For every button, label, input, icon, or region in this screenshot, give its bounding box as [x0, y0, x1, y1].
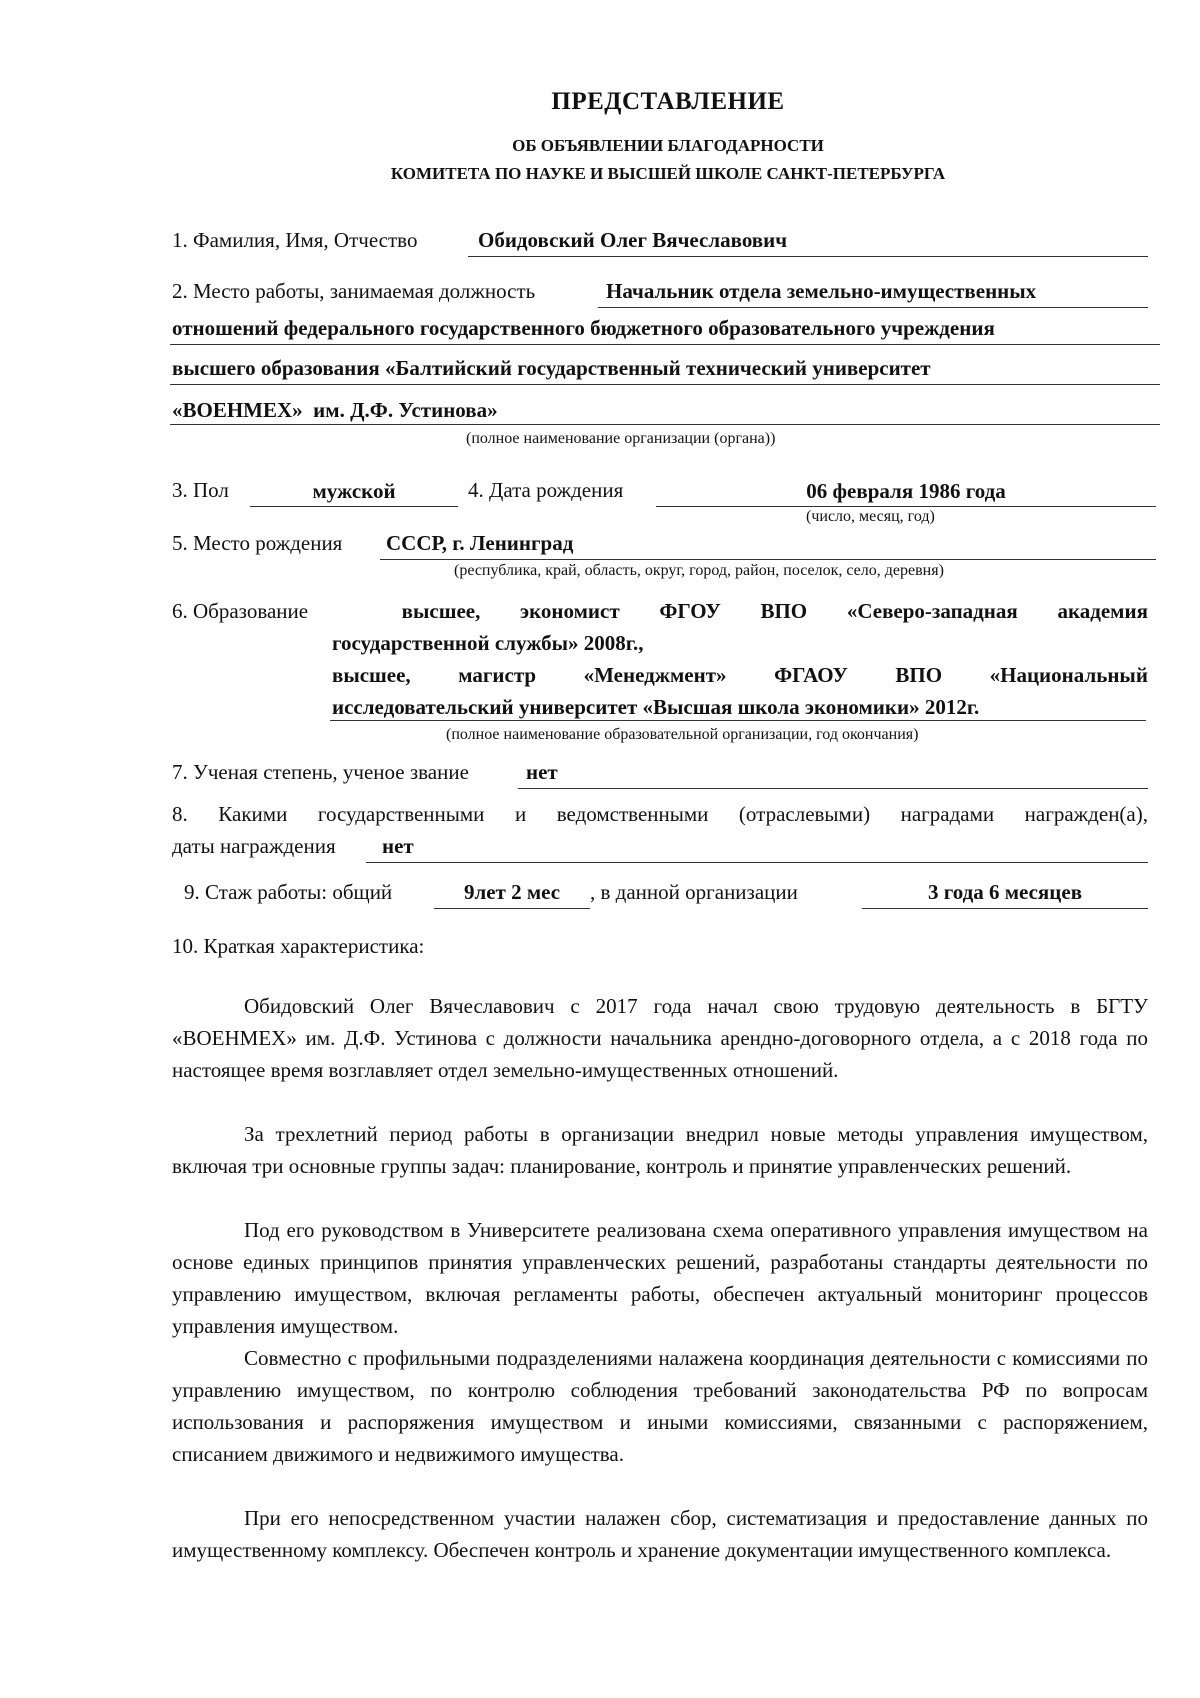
education-underline [330, 720, 1146, 721]
characteristic-paragraph-4 [172, 1342, 1148, 1470]
fio-underline [468, 256, 1148, 257]
paragraph-text: Совместно с профильными подразделениями налажена координация деятельности с комиссиями по управлению имуществом, по контролю соблюдения требований законодательства РФ по вопросам использования и распоряжения имуществом и иными комиссиями, связанными с распоряжением, списанием движимого и недвижимого имущества. [172, 1346, 1148, 1466]
fio-value: Обидовский Олег Вячеславович [478, 228, 788, 252]
paragraph-text: За трехлетний период работы в организации внедрил новые методы управления имуществом, включая три основные группы задач: планирование, контроль и принятие управленческих решений. [172, 1122, 1148, 1178]
education-line-1 [172, 595, 1148, 627]
education-block [172, 595, 1148, 723]
education-word: магистр [458, 663, 537, 687]
experience-org-value: 3 года 6 месяцев [927, 880, 1083, 904]
gender-value: мужской [312, 479, 396, 503]
summary-label: 10. Краткая характеристика: [172, 934, 425, 958]
workplace-hint: (полное наименование организации (органа)) [466, 430, 776, 447]
degree-label: 7. Ученая степень, ученое звание [172, 760, 469, 784]
paragraph-text: Обидовский Олег Вячеславович с 2017 года начал свою трудовую деятельность в БГТУ «ВОЕНМЕХ» им. Д.Ф. Устинова с должности начальника арендно-договорного отдела, а с 2018 года по настоящее время возглавляет отдел земельно-имущественных отношений. [172, 994, 1148, 1082]
paragraph-text: При его непосредственном участии налажен сбор, систематизация и предоставление данных по имущественному комплексу. Обеспечен контроль и хранение документации имущественного комплекса. [172, 1506, 1148, 1562]
workplace-value-line3: высшего образования «Балтийский государственный технический университет [172, 356, 931, 380]
education-line-3 [172, 659, 1148, 691]
birthplace-hint: (республика, край, область, округ, город, район, поселок, село, деревня) [454, 562, 944, 579]
education-word: ВПО [760, 599, 808, 623]
birthplace-label: 5. Место рождения [172, 531, 343, 555]
workplace-label: 2. Место работы, занимаемая должность [172, 279, 536, 303]
education-word: ФГОУ [659, 599, 721, 623]
workplace-underline-2 [170, 344, 1160, 345]
awards-value: нет [382, 834, 414, 858]
awards-underline [366, 862, 1148, 863]
education-word: «Менеджмент» [583, 663, 727, 687]
gender-underline [250, 506, 458, 507]
education-word: ФГАОУ [774, 663, 848, 687]
awards-label-text: 8. Какими государственными и ведомственными (отраслевыми) наградами награжден(а), [172, 802, 1148, 826]
awards-label-line1 [172, 802, 1148, 827]
workplace-value-line2: отношений федерального государственного бюджетного образовательного учреждения [172, 316, 995, 340]
experience-label2: , в данной организации [590, 880, 798, 904]
paragraph-text: Под его руководством в Университете реализована схема оперативного управления имуществом на основе единых принципов принятия управленческих решений, разработаны стандарты деятельности по управлению имуществом, включая регламенты работы, обеспечен актуальный мониторинг процессов управления имуществом. [172, 1218, 1148, 1338]
birthdate-hint: (число, месяц, год) [806, 508, 935, 525]
birthdate-underline [656, 506, 1156, 507]
document-subtitle-line2: КОМИТЕТА ПО НАУКЕ И ВЫСШЕЙ ШКОЛЕ САНКТ-ПЕТЕРБУРГА [390, 164, 946, 183]
workplace-underline-1 [598, 307, 1148, 308]
education-word: экономист [520, 599, 620, 623]
education-line-4: исследовательский университет «Высшая школа экономики» 2012г. [332, 695, 980, 719]
characteristic-paragraph-3 [172, 1214, 1148, 1342]
workplace-value-line1: Начальник отдела земельно-имущественных [606, 279, 1037, 303]
document-subtitle-line1: ОБ ОБЪЯВЛЕНИИ БЛАГОДАРНОСТИ [512, 136, 824, 155]
education-label: 6. Образование [172, 599, 309, 623]
birthplace-underline [380, 559, 1156, 560]
document-title: ПРЕДСТАВЛЕНИЕ [551, 88, 785, 115]
experience-total-underline [434, 908, 590, 909]
awards-label-line2: даты награждения [172, 834, 336, 858]
birthdate-value: 06 февраля 1986 года [806, 479, 1006, 503]
fio-label: 1. Фамилия, Имя, Отчество [172, 228, 418, 252]
gender-label: 3. Пол [172, 478, 229, 502]
education-word: ВПО [895, 663, 943, 687]
characteristic-paragraph-5 [172, 1502, 1148, 1566]
degree-underline [518, 788, 1148, 789]
education-word: «Национальный [989, 663, 1148, 687]
education-word: высшее, [401, 599, 481, 623]
education-word: «Северо-западная [846, 599, 1018, 623]
education-word: высшее, [332, 663, 411, 687]
workplace-underline-4 [170, 424, 1160, 425]
education-hint: (полное наименование образовательной организации, год окончания) [446, 726, 919, 743]
birthdate-label: 4. Дата рождения [468, 478, 624, 502]
degree-value: нет [526, 760, 558, 784]
characteristic-paragraph-1 [172, 990, 1148, 1086]
experience-label: 9. Стаж работы: общий [184, 880, 393, 904]
workplace-value-line4: «ВОЕНМЕХ» им. Д.Ф. Устинова» [172, 398, 498, 422]
birthplace-value: СССР, г. Ленинград [386, 531, 574, 555]
workplace-underline-3 [170, 384, 1160, 385]
experience-org-underline [862, 908, 1148, 909]
characteristic-paragraph-2 [172, 1118, 1148, 1182]
education-line-2: государственной службы» 2008г., [332, 631, 644, 655]
education-word: академия [1057, 599, 1148, 623]
experience-total-value: 9лет 2 мес [463, 880, 561, 904]
